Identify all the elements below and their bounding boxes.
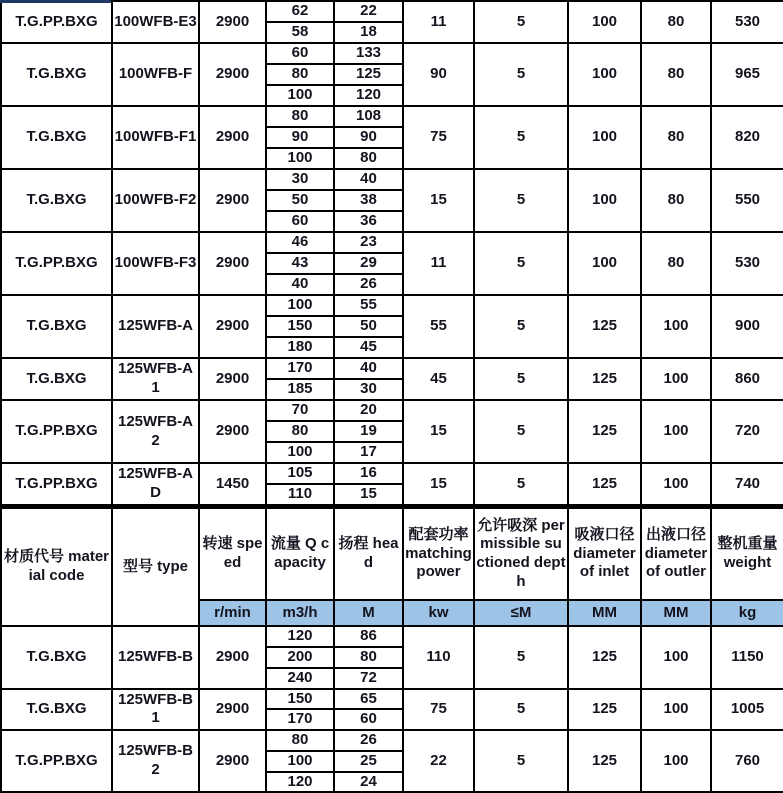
type-cell: 125WFB-B xyxy=(112,626,199,688)
type-cell: 125WFB-AD xyxy=(112,463,199,506)
head-cell: 16 xyxy=(334,463,403,484)
weight-cell: 820 xyxy=(711,106,783,169)
outlet-diameter-cell: 100 xyxy=(641,463,711,506)
table-row xyxy=(1,730,783,751)
speed-cell: 2900 xyxy=(199,1,266,43)
col-header-outlet: 出液口径 diameter of outler xyxy=(641,506,711,600)
type-cell: 100WFB-F xyxy=(112,43,199,106)
capacity-cell: 60 xyxy=(266,43,334,64)
capacity-cell: 170 xyxy=(266,709,334,730)
outlet-diameter-cell: 100 xyxy=(641,400,711,463)
depth-cell: 5 xyxy=(474,626,568,688)
type-cell: 125WFB-B2 xyxy=(112,730,199,792)
head-cell: 26 xyxy=(334,730,403,751)
head-cell: 26 xyxy=(334,274,403,295)
table-row xyxy=(1,689,783,710)
head-cell: 108 xyxy=(334,106,403,127)
inlet-diameter-cell: 125 xyxy=(568,295,641,358)
capacity-cell: 110 xyxy=(266,484,334,506)
table-row xyxy=(1,295,783,316)
type-cell: 125WFB-B1 xyxy=(112,689,199,731)
speed-cell: 2900 xyxy=(199,43,266,106)
table-row xyxy=(1,463,783,484)
speed-cell: 2900 xyxy=(199,232,266,295)
head-cell: 55 xyxy=(334,295,403,316)
weight-cell: 1005 xyxy=(711,689,783,731)
inlet-diameter-cell: 125 xyxy=(568,689,641,731)
outlet-diameter-cell: 100 xyxy=(641,730,711,792)
power-cell: 45 xyxy=(403,358,474,400)
capacity-cell: 200 xyxy=(266,647,334,668)
speed-cell: 2900 xyxy=(199,295,266,358)
depth-cell: 5 xyxy=(474,106,568,169)
weight-cell: 530 xyxy=(711,232,783,295)
material-code-cell: T.G.PP.BXG xyxy=(1,463,112,506)
weight-cell: 760 xyxy=(711,730,783,792)
power-cell: 15 xyxy=(403,463,474,506)
unit-inlet: MM xyxy=(568,600,641,626)
top-edge-highlight xyxy=(0,0,111,3)
outlet-diameter-cell: 80 xyxy=(641,106,711,169)
capacity-cell: 80 xyxy=(266,106,334,127)
inlet-diameter-cell: 100 xyxy=(568,169,641,232)
power-cell: 55 xyxy=(403,295,474,358)
head-cell: 17 xyxy=(334,442,403,463)
depth-cell: 5 xyxy=(474,43,568,106)
outlet-diameter-cell: 80 xyxy=(641,1,711,43)
capacity-cell: 60 xyxy=(266,211,334,232)
depth-cell: 5 xyxy=(474,689,568,731)
head-cell: 120 xyxy=(334,85,403,106)
material-code-cell: T.G.BXG xyxy=(1,43,112,106)
depth-cell: 5 xyxy=(474,295,568,358)
speed-cell: 2900 xyxy=(199,169,266,232)
head-cell: 20 xyxy=(334,400,403,421)
inlet-diameter-cell: 125 xyxy=(568,626,641,688)
outlet-diameter-cell: 80 xyxy=(641,43,711,106)
table-row xyxy=(1,232,783,253)
speed-cell: 2900 xyxy=(199,626,266,688)
capacity-cell: 100 xyxy=(266,442,334,463)
outlet-diameter-cell: 100 xyxy=(641,689,711,731)
power-cell: 11 xyxy=(403,1,474,43)
head-cell: 133 xyxy=(334,43,403,64)
capacity-cell: 43 xyxy=(266,253,334,274)
head-cell: 18 xyxy=(334,22,403,43)
capacity-cell: 100 xyxy=(266,85,334,106)
capacity-cell: 50 xyxy=(266,190,334,211)
unit-depth: ≤M xyxy=(474,600,568,626)
material-code-cell: T.G.PP.BXG xyxy=(1,400,112,463)
head-cell: 40 xyxy=(334,358,403,379)
col-header-weight: 整机重量 weight xyxy=(711,506,783,600)
type-cell: 125WFB-A2 xyxy=(112,400,199,463)
outlet-diameter-cell: 100 xyxy=(641,295,711,358)
weight-cell: 530 xyxy=(711,1,783,43)
outlet-diameter-cell: 80 xyxy=(641,169,711,232)
power-cell: 22 xyxy=(403,730,474,792)
head-cell: 50 xyxy=(334,316,403,337)
outlet-diameter-cell: 100 xyxy=(641,358,711,400)
inlet-diameter-cell: 100 xyxy=(568,1,641,43)
inlet-diameter-cell: 100 xyxy=(568,106,641,169)
type-cell: 100WFB-F3 xyxy=(112,232,199,295)
power-cell: 90 xyxy=(403,43,474,106)
speed-cell: 2900 xyxy=(199,106,266,169)
type-cell: 100WFB-F1 xyxy=(112,106,199,169)
table-row xyxy=(1,106,783,127)
material-code-cell: T.G.BXG xyxy=(1,626,112,688)
head-cell: 125 xyxy=(334,64,403,85)
table-row xyxy=(1,626,783,647)
col-header-material: 材质代号 material code xyxy=(1,506,112,626)
power-cell: 110 xyxy=(403,626,474,688)
weight-cell: 900 xyxy=(711,295,783,358)
capacity-cell: 170 xyxy=(266,358,334,379)
bottom-section xyxy=(1,626,783,792)
capacity-cell: 100 xyxy=(266,148,334,169)
head-cell: 72 xyxy=(334,668,403,689)
depth-cell: 5 xyxy=(474,463,568,506)
depth-cell: 5 xyxy=(474,169,568,232)
weight-cell: 720 xyxy=(711,400,783,463)
material-code-cell: T.G.PP.BXG xyxy=(1,232,112,295)
capacity-cell: 58 xyxy=(266,22,334,43)
head-cell: 45 xyxy=(334,337,403,358)
material-code-cell: T.G.BXG xyxy=(1,169,112,232)
head-cell: 22 xyxy=(334,1,403,22)
capacity-cell: 30 xyxy=(266,169,334,190)
head-cell: 24 xyxy=(334,772,403,793)
head-cell: 80 xyxy=(334,647,403,668)
col-header-depth: 允许吸深 permissible suctioned depth xyxy=(474,506,568,600)
capacity-cell: 100 xyxy=(266,751,334,772)
head-cell: 90 xyxy=(334,127,403,148)
capacity-cell: 100 xyxy=(266,295,334,316)
depth-cell: 5 xyxy=(474,232,568,295)
type-cell: 125WFB-A1 xyxy=(112,358,199,400)
head-cell: 86 xyxy=(334,626,403,647)
col-header-capacity: 流量 Q capacity xyxy=(266,506,334,600)
table-row xyxy=(1,1,783,22)
unit-capacity: m3/h xyxy=(266,600,334,626)
depth-cell: 5 xyxy=(474,1,568,43)
inlet-diameter-cell: 125 xyxy=(568,463,641,506)
capacity-cell: 70 xyxy=(266,400,334,421)
inlet-diameter-cell: 100 xyxy=(568,232,641,295)
capacity-cell: 120 xyxy=(266,626,334,647)
header-section xyxy=(1,506,783,626)
capacity-cell: 150 xyxy=(266,316,334,337)
unit-power: kw xyxy=(403,600,474,626)
weight-cell: 965 xyxy=(711,43,783,106)
speed-cell: 2900 xyxy=(199,400,266,463)
capacity-cell: 120 xyxy=(266,772,334,793)
head-cell: 23 xyxy=(334,232,403,253)
outlet-diameter-cell: 80 xyxy=(641,232,711,295)
inlet-diameter-cell: 125 xyxy=(568,358,641,400)
capacity-cell: 62 xyxy=(266,1,334,22)
col-header-speed: 转速 speed xyxy=(199,506,266,600)
head-cell: 65 xyxy=(334,689,403,710)
head-cell: 40 xyxy=(334,169,403,190)
type-cell: 125WFB-A xyxy=(112,295,199,358)
table-row xyxy=(1,400,783,421)
inlet-diameter-cell: 100 xyxy=(568,43,641,106)
power-cell: 15 xyxy=(403,400,474,463)
col-header-inlet: 吸液口径 diameter of inlet xyxy=(568,506,641,600)
material-code-cell: T.G.PP.BXG xyxy=(1,1,112,43)
head-cell: 25 xyxy=(334,751,403,772)
capacity-cell: 105 xyxy=(266,463,334,484)
head-cell: 15 xyxy=(334,484,403,506)
capacity-cell: 46 xyxy=(266,232,334,253)
top-section xyxy=(1,1,783,506)
unit-speed: r/min xyxy=(199,600,266,626)
speed-cell: 1450 xyxy=(199,463,266,506)
type-cell: 100WFB-F2 xyxy=(112,169,199,232)
speed-cell: 2900 xyxy=(199,358,266,400)
capacity-cell: 150 xyxy=(266,689,334,710)
capacity-cell: 40 xyxy=(266,274,334,295)
power-cell: 75 xyxy=(403,106,474,169)
type-cell: 100WFB-E3 xyxy=(112,1,199,43)
table-row xyxy=(1,169,783,190)
inlet-diameter-cell: 125 xyxy=(568,730,641,792)
capacity-cell: 80 xyxy=(266,64,334,85)
capacity-cell: 80 xyxy=(266,421,334,442)
material-code-cell: T.G.BXG xyxy=(1,689,112,731)
unit-head: M xyxy=(334,600,403,626)
power-cell: 11 xyxy=(403,232,474,295)
capacity-cell: 80 xyxy=(266,730,334,751)
weight-cell: 1150 xyxy=(711,626,783,688)
outlet-diameter-cell: 100 xyxy=(641,626,711,688)
table-row xyxy=(1,358,783,379)
material-code-cell: T.G.BXG xyxy=(1,295,112,358)
capacity-cell: 185 xyxy=(266,379,334,400)
table-row xyxy=(1,43,783,64)
depth-cell: 5 xyxy=(474,730,568,792)
weight-cell: 860 xyxy=(711,358,783,400)
unit-outlet: MM xyxy=(641,600,711,626)
capacity-cell: 180 xyxy=(266,337,334,358)
power-cell: 75 xyxy=(403,689,474,731)
head-cell: 29 xyxy=(334,253,403,274)
col-header-head: 扬程 head xyxy=(334,506,403,600)
head-cell: 36 xyxy=(334,211,403,232)
col-header-power: 配套功率 matching power xyxy=(403,506,474,600)
depth-cell: 5 xyxy=(474,358,568,400)
weight-cell: 740 xyxy=(711,463,783,506)
capacity-cell: 90 xyxy=(266,127,334,148)
col-header-type: 型号 type xyxy=(112,506,199,626)
material-code-cell: T.G.BXG xyxy=(1,106,112,169)
speed-cell: 2900 xyxy=(199,730,266,792)
header-row xyxy=(1,506,783,600)
power-cell: 15 xyxy=(403,169,474,232)
material-code-cell: T.G.PP.BXG xyxy=(1,730,112,792)
depth-cell: 5 xyxy=(474,400,568,463)
speed-cell: 2900 xyxy=(199,689,266,731)
head-cell: 38 xyxy=(334,190,403,211)
capacity-cell: 240 xyxy=(266,668,334,689)
head-cell: 19 xyxy=(334,421,403,442)
head-cell: 60 xyxy=(334,709,403,730)
inlet-diameter-cell: 125 xyxy=(568,400,641,463)
weight-cell: 550 xyxy=(711,169,783,232)
material-code-cell: T.G.BXG xyxy=(1,358,112,400)
head-cell: 30 xyxy=(334,379,403,400)
head-cell: 80 xyxy=(334,148,403,169)
unit-weight: kg xyxy=(711,600,783,626)
